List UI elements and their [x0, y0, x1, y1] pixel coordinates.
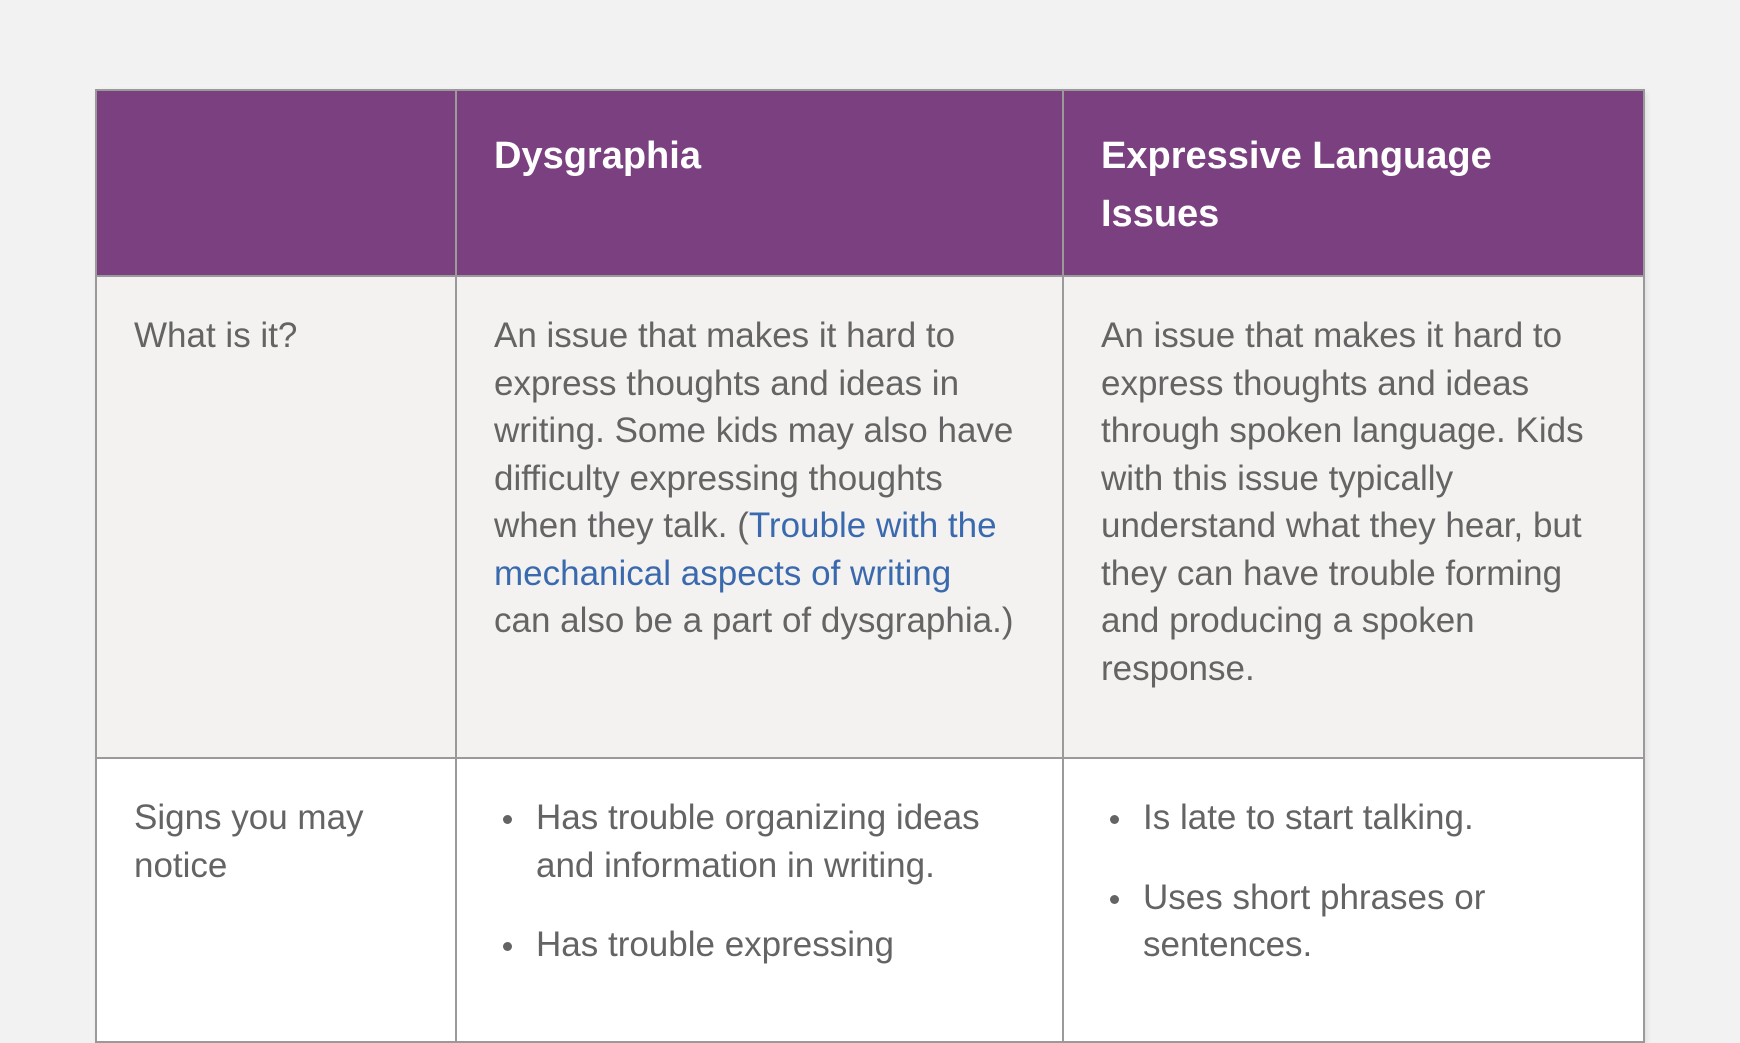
mechanical-writing-link[interactable]: Trouble with the mechanical aspects of writing [494, 506, 997, 593]
table-row-what-is-it [96, 276, 1644, 758]
header-expressive-language: Expressive Language Issues [1063, 90, 1644, 276]
list-item: Has trouble expressing [536, 921, 1025, 969]
header-corner-cell [96, 90, 456, 276]
dysgraphia-signs-list [494, 794, 1025, 969]
comparison-table [95, 89, 1645, 1043]
table-header-row [96, 90, 1644, 276]
expressive-language-definition-cell: An issue that makes it hard to express thoughts and ideas through spoken language. Kids with this issue typically understand what they hear, but they can have trouble forming and producing a spoken response. [1063, 276, 1644, 758]
expressive-language-signs-cell [1063, 758, 1644, 1042]
dysgraphia-definition-text-after: can also be a part of dysgraphia.) [494, 601, 1014, 640]
expressive-language-signs-list [1101, 794, 1606, 969]
dysgraphia-definition-cell [456, 276, 1063, 758]
list-item: Has trouble organizing ideas and information in writing. [536, 794, 1025, 889]
table-row-signs [96, 758, 1644, 1042]
row-label-signs: Signs you may notice [96, 758, 456, 1042]
dysgraphia-signs-cell [456, 758, 1063, 1042]
row-label-what-is-it: What is it? [96, 276, 456, 758]
list-item: Uses short phrases or sentences. [1143, 874, 1606, 969]
comparison-table-container [95, 89, 1643, 1043]
dysgraphia-definition-text: An issue that makes it hard to express thoughts and ideas in writing. Some kids may also have difficulty expressing thoughts when they talk. ( [494, 316, 1014, 545]
header-dysgraphia: Dysgraphia [456, 90, 1063, 276]
list-item: Is late to start talking. [1143, 794, 1606, 842]
